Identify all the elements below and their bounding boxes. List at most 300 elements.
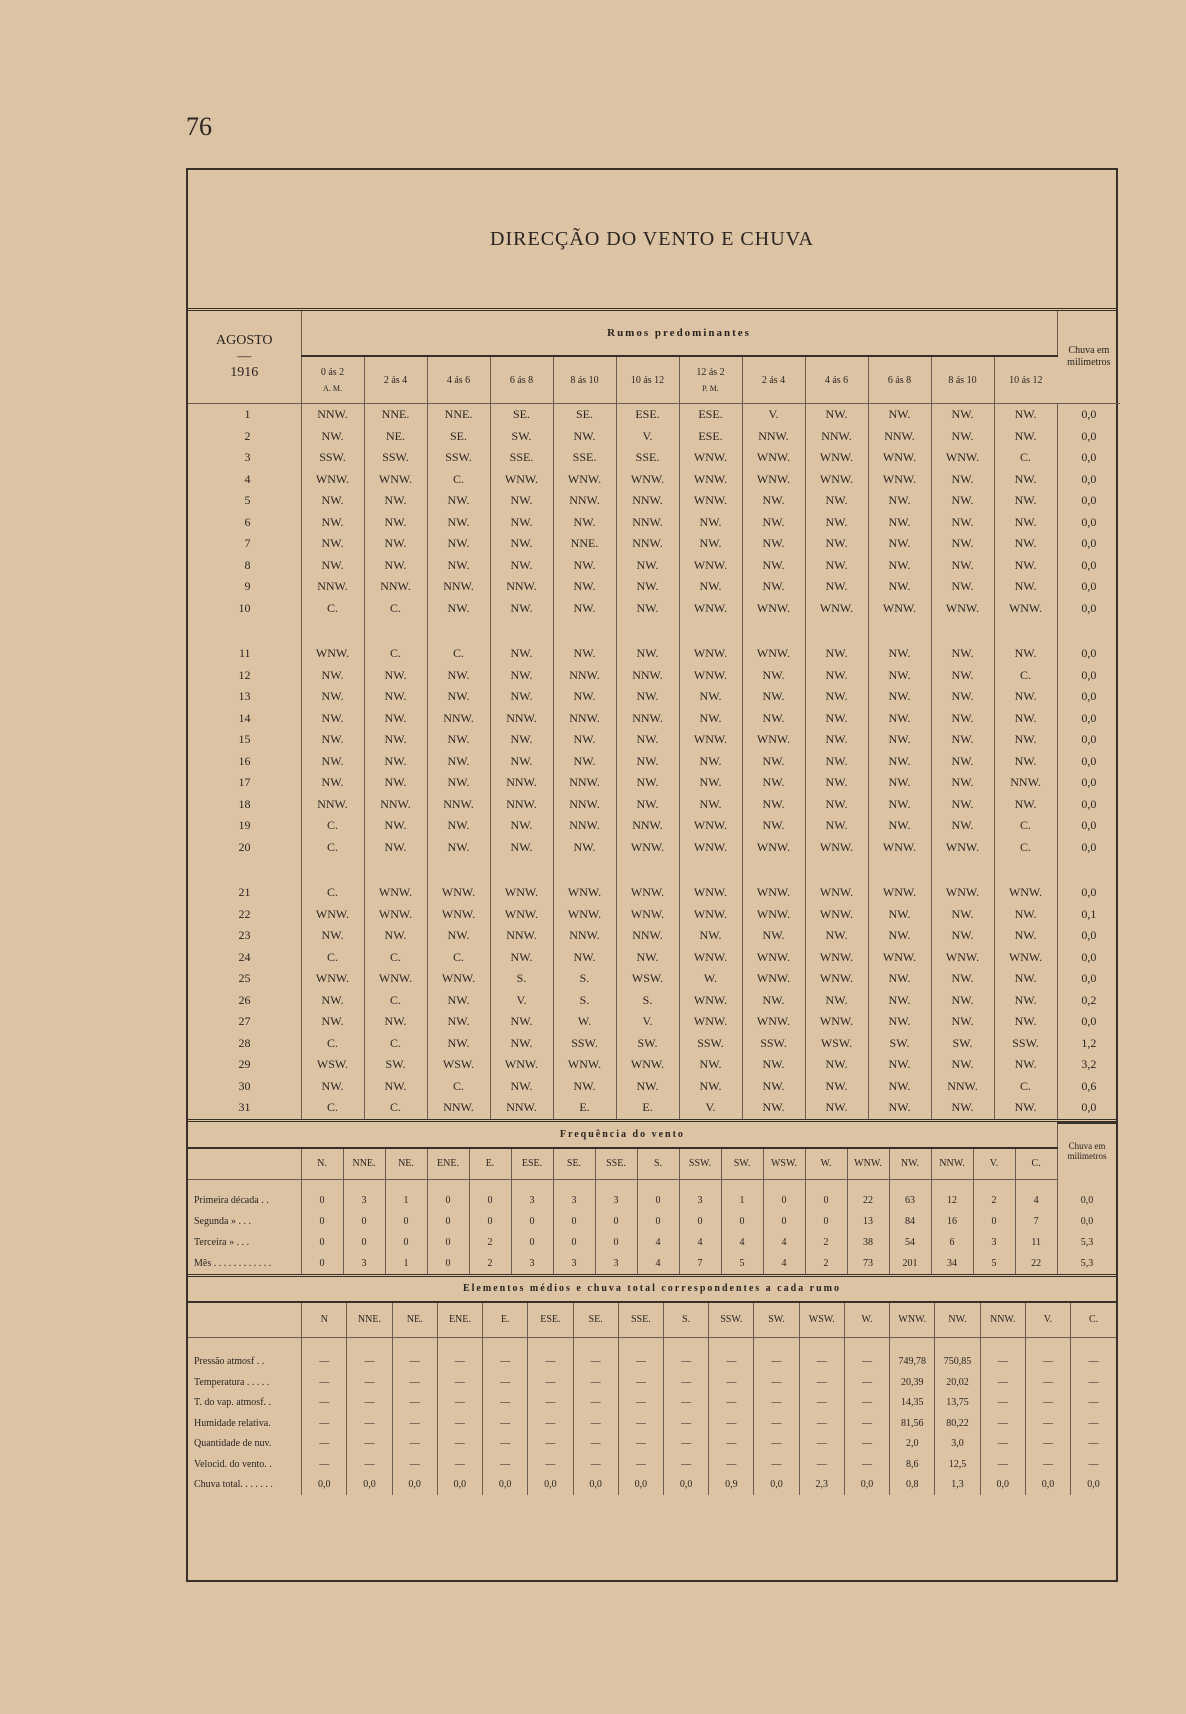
table-row bbox=[188, 772, 1120, 794]
wind-direction-cell: SSE. bbox=[490, 447, 553, 469]
element-cell: — bbox=[754, 1454, 799, 1475]
spacer-row bbox=[188, 1337, 1116, 1352]
hour-range: 6 ás 8 bbox=[509, 374, 534, 386]
wind-direction-cell: SW. bbox=[490, 426, 553, 448]
hour-header bbox=[994, 356, 1057, 404]
wind-direction-cell: NW. bbox=[679, 576, 742, 598]
wind-direction-cell: WNW. bbox=[742, 469, 805, 491]
wind-direction-cell: SSE. bbox=[553, 447, 616, 469]
wind-direction-cell: NW. bbox=[931, 555, 994, 577]
wind-direction-cell: NW. bbox=[301, 533, 364, 555]
element-cell: — bbox=[663, 1372, 708, 1393]
wind-direction-cell: WNW. bbox=[931, 598, 994, 620]
frequency-cell: 0 bbox=[469, 1190, 511, 1211]
frequency-cell: 0 bbox=[763, 1211, 805, 1232]
row-label: Mês . . . . . . . . . . . . bbox=[188, 1253, 301, 1274]
wind-direction-cell: C. bbox=[994, 815, 1057, 837]
day-cell: 17 bbox=[188, 772, 301, 794]
hour-header bbox=[427, 356, 490, 404]
wind-direction-cell: C. bbox=[994, 1076, 1057, 1098]
direction-header: N. bbox=[301, 1148, 343, 1180]
spacer-cell bbox=[553, 1179, 595, 1190]
spacer-cell bbox=[663, 1337, 708, 1352]
element-cell: — bbox=[1025, 1413, 1070, 1434]
element-cell: — bbox=[618, 1372, 663, 1393]
spacer-row bbox=[188, 619, 1120, 643]
hour-header bbox=[364, 356, 427, 404]
wind-direction-cell: WNW. bbox=[679, 837, 742, 859]
day-cell: 30 bbox=[188, 1076, 301, 1098]
wind-direction-cell: NW. bbox=[868, 729, 931, 751]
spacer-cell bbox=[868, 858, 931, 882]
spacer-cell bbox=[868, 619, 931, 643]
element-cell: — bbox=[754, 1352, 799, 1373]
wind-direction-cell: SW. bbox=[364, 1054, 427, 1076]
spacer-cell bbox=[805, 858, 868, 882]
frequency-title: Frequência do vento bbox=[559, 1129, 685, 1140]
wind-direction-cell: WSW. bbox=[301, 1054, 364, 1076]
element-cell: — bbox=[573, 1413, 618, 1434]
wind-direction-cell: NW. bbox=[994, 1097, 1057, 1119]
wind-direction-cell: SSW. bbox=[679, 1033, 742, 1055]
element-cell: — bbox=[573, 1372, 618, 1393]
wind-direction-cell: NW. bbox=[868, 708, 931, 730]
spacer-cell bbox=[721, 1179, 763, 1190]
frequency-cell: 11 bbox=[1015, 1232, 1057, 1253]
frequency-cell: 1 bbox=[385, 1253, 427, 1274]
direction-header: NE. bbox=[385, 1148, 427, 1180]
wind-direction-cell: NW. bbox=[427, 1033, 490, 1055]
day-cell: 19 bbox=[188, 815, 301, 837]
wind-direction-cell: WNW. bbox=[679, 643, 742, 665]
hour-header bbox=[868, 356, 931, 404]
spacer-cell bbox=[347, 1337, 392, 1352]
element-cell: 14,35 bbox=[890, 1393, 935, 1414]
element-cell: 0,9 bbox=[709, 1475, 754, 1496]
wind-direction-cell: WNW. bbox=[742, 837, 805, 859]
wind-direction-cell: WNW. bbox=[553, 904, 616, 926]
wind-direction-cell: C. bbox=[994, 837, 1057, 859]
wind-direction-cell: NW. bbox=[931, 576, 994, 598]
frequency-cell: 5 bbox=[721, 1253, 763, 1274]
wind-direction-cell: NW. bbox=[805, 729, 868, 751]
wind-direction-cell: NW. bbox=[931, 686, 994, 708]
rain-cell: 0,0 bbox=[1081, 796, 1097, 811]
wind-direction-cell: NW. bbox=[679, 708, 742, 730]
table-row bbox=[188, 598, 1120, 620]
rain-cell: 3,2 bbox=[1081, 1057, 1097, 1072]
wind-direction-cell: SSW. bbox=[994, 1033, 1057, 1055]
table-row bbox=[188, 1033, 1120, 1055]
wind-direction-cell: NW. bbox=[490, 751, 553, 773]
frequency-cell: 3 bbox=[973, 1232, 1015, 1253]
element-cell: — bbox=[709, 1393, 754, 1414]
corner-cell bbox=[188, 1302, 302, 1338]
wind-direction-cell: NW. bbox=[427, 512, 490, 534]
wind-direction-cell: NW. bbox=[805, 643, 868, 665]
wind-direction-cell: WNW. bbox=[679, 990, 742, 1012]
frequency-cell: 1 bbox=[385, 1190, 427, 1211]
wind-direction-cell: NW. bbox=[490, 643, 553, 665]
direction-header: S. bbox=[637, 1148, 679, 1180]
wind-direction-cell: NW. bbox=[931, 490, 994, 512]
wind-direction-cell: NW. bbox=[490, 490, 553, 512]
wind-direction-cell: NNW. bbox=[301, 404, 364, 426]
wind-direction-cell: NNW. bbox=[553, 794, 616, 816]
wind-direction-cell: NW. bbox=[994, 576, 1057, 598]
rain-cell: 0,0 bbox=[1081, 689, 1097, 704]
element-cell: — bbox=[709, 1434, 754, 1455]
element-cell: 750,85 bbox=[935, 1352, 980, 1373]
element-cell: — bbox=[483, 1393, 528, 1414]
spacer-cell bbox=[742, 619, 805, 643]
frequency-cell: 3 bbox=[343, 1253, 385, 1274]
wind-direction-cell: NW. bbox=[364, 555, 427, 577]
rain-cell: 0,0 bbox=[1081, 557, 1097, 572]
day-cell: 14 bbox=[188, 708, 301, 730]
wind-direction-cell: NW. bbox=[364, 1076, 427, 1098]
wind-direction-cell: NW. bbox=[301, 772, 364, 794]
wind-direction-cell: NNW. bbox=[616, 665, 679, 687]
wind-direction-cell: ESE. bbox=[679, 426, 742, 448]
wind-direction-cell: NW. bbox=[994, 968, 1057, 990]
wind-direction-cell: NW. bbox=[868, 925, 931, 947]
wind-direction-cell: NW. bbox=[931, 1097, 994, 1119]
wind-direction-cell: NW. bbox=[994, 708, 1057, 730]
wind-direction-cell: NW. bbox=[427, 837, 490, 859]
frequency-cell: 0 bbox=[343, 1232, 385, 1253]
wind-direction-cell: NW. bbox=[805, 555, 868, 577]
element-cell: — bbox=[844, 1372, 889, 1393]
wind-direction-cell: C. bbox=[427, 643, 490, 665]
frequency-cell: 4 bbox=[763, 1232, 805, 1253]
wind-direction-cell: C. bbox=[364, 1033, 427, 1055]
element-cell: 0,0 bbox=[754, 1475, 799, 1496]
element-cell: 749,78 bbox=[890, 1352, 935, 1373]
wind-direction-cell: WNW. bbox=[931, 447, 994, 469]
wind-direction-cell: NNW. bbox=[616, 815, 679, 837]
hour-header bbox=[616, 356, 679, 404]
spacer-cell bbox=[1057, 619, 1120, 643]
wind-direction-cell: NW. bbox=[994, 1054, 1057, 1076]
rain-cell: 0,0 bbox=[1081, 600, 1097, 615]
wind-direction-cell: WNW. bbox=[490, 469, 553, 491]
wind-direction-cell: SE. bbox=[553, 404, 616, 426]
element-cell: — bbox=[663, 1434, 708, 1455]
wind-direction-cell: NW. bbox=[427, 990, 490, 1012]
wind-direction-cell: WNW. bbox=[553, 469, 616, 491]
element-cell: — bbox=[980, 1434, 1025, 1455]
wind-direction-cell: NW. bbox=[490, 555, 553, 577]
element-cell: 2,3 bbox=[799, 1475, 844, 1496]
frequency-cell: 2 bbox=[973, 1190, 1015, 1211]
frequency-cell: 2 bbox=[469, 1253, 511, 1274]
wind-direction-cell: WNW. bbox=[805, 837, 868, 859]
table-row bbox=[188, 1352, 1116, 1373]
table-row bbox=[188, 1454, 1116, 1475]
row-label: Temperatura . . . . . bbox=[188, 1372, 302, 1393]
element-cell: — bbox=[799, 1434, 844, 1455]
wind-direction-cell: NW. bbox=[616, 1076, 679, 1098]
row-label: Quantidade de nuv. bbox=[188, 1434, 302, 1455]
element-cell: — bbox=[663, 1393, 708, 1414]
frequency-cell: 4 bbox=[763, 1253, 805, 1274]
table-row bbox=[188, 815, 1120, 837]
spacer-cell bbox=[188, 1179, 301, 1190]
wind-direction-cell: NW. bbox=[931, 665, 994, 687]
wind-direction-cell: C. bbox=[994, 665, 1057, 687]
day-cell: 2 bbox=[188, 426, 301, 448]
day-cell: 6 bbox=[188, 512, 301, 534]
frequency-cell: 63 bbox=[889, 1190, 931, 1211]
row-label: Humidade relativa. bbox=[188, 1413, 302, 1434]
wind-direction-cell: NW. bbox=[805, 925, 868, 947]
frequency-cell: 0 bbox=[595, 1232, 637, 1253]
rain-cell: 0,0 bbox=[1081, 514, 1097, 529]
rain-cell: 0,0 bbox=[1081, 646, 1097, 661]
element-cell: — bbox=[754, 1434, 799, 1455]
wind-direction-cell: NW. bbox=[994, 490, 1057, 512]
wind-direction-cell: NW. bbox=[931, 533, 994, 555]
direction-header: NE. bbox=[392, 1302, 437, 1338]
element-cell: — bbox=[437, 1372, 482, 1393]
wind-direction-cell: NW. bbox=[364, 837, 427, 859]
wind-direction-cell: NW. bbox=[931, 968, 994, 990]
wind-direction-cell: NW. bbox=[742, 772, 805, 794]
wind-direction-cell: C. bbox=[994, 447, 1057, 469]
wind-direction-cell: NW. bbox=[553, 555, 616, 577]
wind-direction-cell: NW. bbox=[616, 576, 679, 598]
element-cell: — bbox=[573, 1393, 618, 1414]
wind-direction-cell: NW. bbox=[490, 665, 553, 687]
wind-direction-cell: NNW. bbox=[616, 708, 679, 730]
wind-direction-cell: NW. bbox=[616, 643, 679, 665]
wind-direction-cell: NW. bbox=[301, 686, 364, 708]
wind-direction-cell: NW. bbox=[742, 990, 805, 1012]
wind-direction-cell: NW. bbox=[616, 772, 679, 794]
wind-direction-cell: WNW. bbox=[364, 904, 427, 926]
element-cell: — bbox=[844, 1413, 889, 1434]
wind-direction-cell: NW. bbox=[301, 426, 364, 448]
wind-direction-cell: NNW. bbox=[553, 772, 616, 794]
element-cell: — bbox=[1088, 1397, 1099, 1409]
hour-range: 4 ás 6 bbox=[824, 374, 849, 386]
wind-direction-cell: NNW. bbox=[553, 925, 616, 947]
day-cell: 15 bbox=[188, 729, 301, 751]
element-cell: — bbox=[347, 1454, 392, 1475]
element-cell: — bbox=[437, 1352, 482, 1373]
wind-direction-cell: NW. bbox=[679, 512, 742, 534]
wind-direction-cell: S. bbox=[553, 968, 616, 990]
element-cell: 20,02 bbox=[935, 1372, 980, 1393]
element-cell: — bbox=[709, 1454, 754, 1475]
element-cell: — bbox=[799, 1352, 844, 1373]
table-row bbox=[188, 1393, 1116, 1414]
direction-header: W. bbox=[844, 1302, 889, 1338]
table-row bbox=[188, 555, 1120, 577]
wind-direction-cell: E. bbox=[553, 1097, 616, 1119]
spacer-cell bbox=[427, 858, 490, 882]
table-row bbox=[188, 1076, 1120, 1098]
wind-direction-cell: ESE. bbox=[616, 404, 679, 426]
wind-direction-cell: NW. bbox=[931, 729, 994, 751]
wind-direction-cell: NW. bbox=[679, 925, 742, 947]
day-cell: 3 bbox=[188, 447, 301, 469]
table-row bbox=[188, 882, 1120, 904]
element-cell: — bbox=[709, 1413, 754, 1434]
wind-direction-cell: NW. bbox=[427, 1011, 490, 1033]
wind-direction-cell: NW. bbox=[868, 794, 931, 816]
wind-direction-cell: NW. bbox=[679, 1076, 742, 1098]
wind-direction-cell: ESE. bbox=[679, 404, 742, 426]
wind-direction-cell: C. bbox=[364, 598, 427, 620]
wind-direction-cell: WNW. bbox=[427, 968, 490, 990]
table-row bbox=[188, 1372, 1116, 1393]
wind-direction-cell: NW. bbox=[616, 686, 679, 708]
spacer-cell bbox=[469, 1179, 511, 1190]
rain-cell: 0,0 bbox=[1081, 493, 1097, 508]
rain-cell: 0,0 bbox=[1081, 1014, 1097, 1029]
wind-direction-cell: SW. bbox=[616, 1033, 679, 1055]
element-cell: — bbox=[663, 1454, 708, 1475]
frequency-cell: 0 bbox=[427, 1232, 469, 1253]
wind-direction-cell: W. bbox=[679, 968, 742, 990]
spacer-cell bbox=[528, 1337, 573, 1352]
frequency-cell: 3 bbox=[595, 1190, 637, 1211]
element-cell: — bbox=[392, 1393, 437, 1414]
element-cell: 0,0 bbox=[437, 1475, 482, 1496]
spacer-cell bbox=[935, 1337, 980, 1352]
wind-direction-cell: NW. bbox=[364, 512, 427, 534]
hour-period: A. M. bbox=[323, 384, 342, 393]
table-row bbox=[188, 751, 1120, 773]
wind-direction-cell: NNW. bbox=[490, 794, 553, 816]
frequency-cell: 0 bbox=[511, 1232, 553, 1253]
wind-direction-cell: NW. bbox=[742, 1076, 805, 1098]
wind-direction-cell: NW. bbox=[427, 751, 490, 773]
wind-direction-cell: NNE. bbox=[364, 404, 427, 426]
wind-direction-cell: NW. bbox=[364, 815, 427, 837]
wind-direction-cell: V. bbox=[742, 404, 805, 426]
wind-direction-cell: NW. bbox=[868, 815, 931, 837]
wind-direction-cell: NW. bbox=[868, 1097, 931, 1119]
wind-direction-cell: SE. bbox=[427, 426, 490, 448]
row-label: Primeira década . . bbox=[188, 1190, 301, 1211]
wind-direction-cell: NW. bbox=[931, 815, 994, 837]
wind-direction-cell: NW. bbox=[490, 686, 553, 708]
year-label: 1916 bbox=[230, 365, 259, 380]
wind-direction-cell: NW. bbox=[616, 729, 679, 751]
wind-direction-cell: WNW. bbox=[805, 469, 868, 491]
element-cell: — bbox=[528, 1372, 573, 1393]
element-cell: — bbox=[754, 1393, 799, 1414]
wind-direction-cell: NW. bbox=[742, 512, 805, 534]
frequency-table bbox=[188, 1122, 1116, 1274]
rain-header: Chuva em milimetros bbox=[1057, 311, 1120, 404]
element-cell: 13,75 bbox=[935, 1393, 980, 1414]
direction-header: W. bbox=[805, 1148, 847, 1180]
corner-cell bbox=[188, 1148, 301, 1180]
wind-direction-cell: NW. bbox=[994, 729, 1057, 751]
frequency-cell: 4 bbox=[637, 1232, 679, 1253]
hour-range: 12 ás 2 bbox=[696, 367, 725, 378]
element-cell: — bbox=[347, 1352, 392, 1373]
wind-direction-cell: NW. bbox=[931, 1054, 994, 1076]
spacer-cell bbox=[301, 1179, 343, 1190]
wind-direction-cell: WNW. bbox=[742, 598, 805, 620]
element-cell: — bbox=[392, 1454, 437, 1475]
wind-direction-cell: NNW. bbox=[490, 576, 553, 598]
direction-header: NW. bbox=[935, 1302, 980, 1338]
table-row bbox=[188, 1054, 1120, 1076]
hour-period: P. M. bbox=[702, 384, 719, 393]
wind-direction-cell: WNW. bbox=[805, 947, 868, 969]
spacer-cell bbox=[805, 1179, 847, 1190]
spacer-cell bbox=[364, 619, 427, 643]
wind-direction-cell: NW. bbox=[616, 751, 679, 773]
wind-direction-cell: NW. bbox=[994, 404, 1057, 426]
element-cell: 20,39 bbox=[890, 1372, 935, 1393]
element-cell: — bbox=[437, 1413, 482, 1434]
wind-direction-cell: WNW. bbox=[364, 968, 427, 990]
wind-direction-cell: NW. bbox=[364, 772, 427, 794]
element-cell: — bbox=[618, 1454, 663, 1475]
wind-direction-cell: S. bbox=[553, 990, 616, 1012]
spacer-cell bbox=[364, 858, 427, 882]
wind-direction-cell: NW. bbox=[931, 404, 994, 426]
wind-direction-cell: NW. bbox=[805, 686, 868, 708]
hour-header bbox=[553, 356, 616, 404]
wind-direction-cell: NW. bbox=[427, 772, 490, 794]
wind-direction-cell: NW. bbox=[868, 968, 931, 990]
wind-direction-cell: WNW. bbox=[616, 1054, 679, 1076]
element-cell: 0,0 bbox=[483, 1475, 528, 1496]
wind-direction-cell: NW. bbox=[868, 751, 931, 773]
element-cell: — bbox=[844, 1393, 889, 1414]
frequency-cell: 13 bbox=[847, 1211, 889, 1232]
table-row bbox=[188, 1097, 1120, 1119]
frequency-cell: 0 bbox=[595, 1211, 637, 1232]
wind-direction-cell: NNW. bbox=[616, 512, 679, 534]
hour-range: 2 ás 4 bbox=[383, 374, 408, 386]
element-cell: — bbox=[483, 1434, 528, 1455]
wind-direction-cell: NW. bbox=[931, 1011, 994, 1033]
wind-direction-cell: SW. bbox=[931, 1033, 994, 1055]
frequency-cell: 0 bbox=[553, 1232, 595, 1253]
spacer-cell bbox=[385, 1179, 427, 1190]
spacer-row bbox=[188, 1179, 1116, 1190]
wind-direction-cell: NW. bbox=[931, 990, 994, 1012]
wind-direction-cell: NW. bbox=[805, 665, 868, 687]
frequency-cell: 2 bbox=[805, 1232, 847, 1253]
wind-direction-cell: WNW. bbox=[616, 469, 679, 491]
spacer-cell bbox=[188, 1337, 302, 1352]
element-cell: 0,0 bbox=[663, 1475, 708, 1496]
direction-header: NW. bbox=[889, 1148, 931, 1180]
day-cell: 12 bbox=[188, 665, 301, 687]
day-cell: 31 bbox=[188, 1097, 301, 1119]
wind-direction-cell: NW. bbox=[805, 533, 868, 555]
elements-title: Elementos médios e chuva total correspondentes a cada rumo bbox=[462, 1283, 842, 1294]
frequency-cell: 12 bbox=[931, 1190, 973, 1211]
wind-direction-cell: NW. bbox=[490, 598, 553, 620]
element-cell: 0,0 bbox=[1087, 1479, 1100, 1491]
wind-direction-cell: WNW. bbox=[742, 1011, 805, 1033]
wind-direction-cell: NW. bbox=[868, 665, 931, 687]
wind-direction-cell: C. bbox=[364, 1097, 427, 1119]
rain-cell: 5,3 bbox=[1080, 1257, 1094, 1269]
elements-table bbox=[188, 1277, 1116, 1496]
